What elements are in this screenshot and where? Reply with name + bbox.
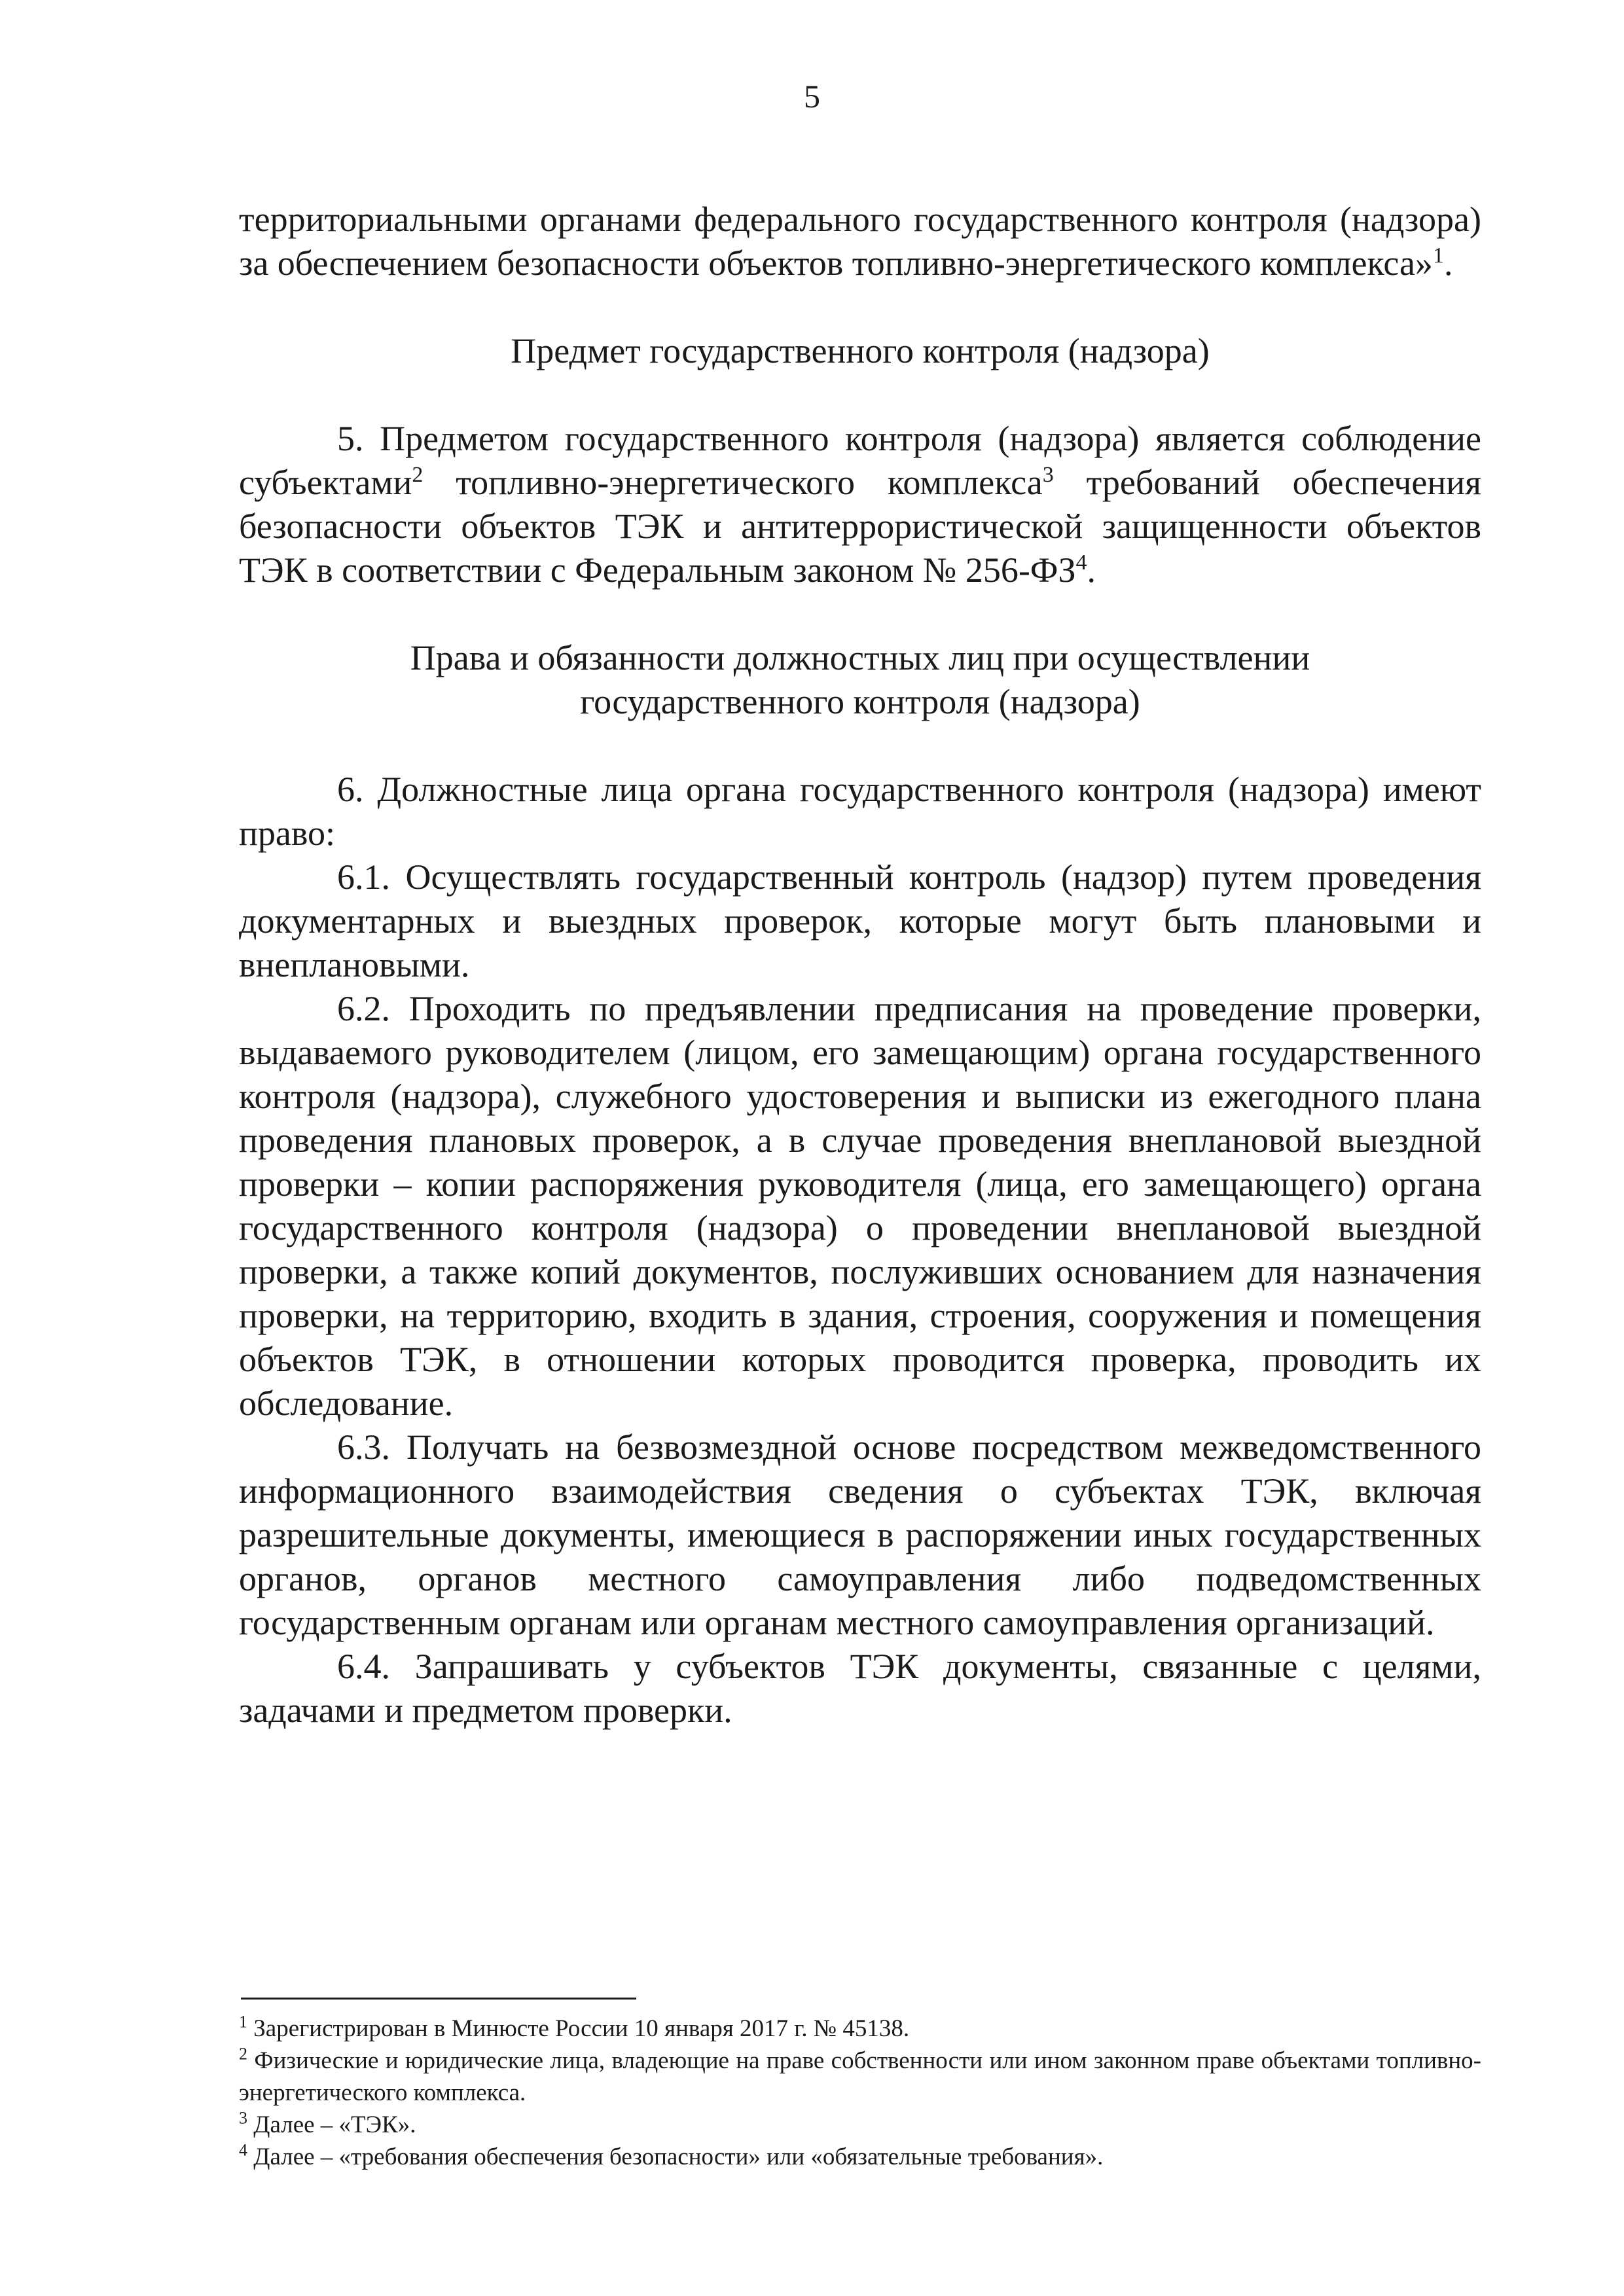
paragraph-6-4: 6.4. Запрашивать у субъектов ТЭК документы, связанные с целями, задачами и предметом проверки. <box>239 1647 1481 1730</box>
footnote-number: 4 <box>239 2140 247 2160</box>
paragraph-5: 5. Предметом государственного контроля (надзора) является соблюдение субъектами$^2$ топливно-энергетического комплекса$^3$ требований обеспечения безопасности объектов ТЭК и антитеррористической защищенности объектов ТЭК в соответствии с Федеральным законом № $256-ФЗ^4$. <box>239 419 1481 590</box>
footnote-number: 1 <box>239 2012 247 2032</box>
footnote-ref-2[interactable]: 2 <box>412 463 424 487</box>
paragraph-6: 6. Должностные лица органа государственного контроля (надзора) имеют право: <box>239 770 1481 853</box>
footnotes <box>239 2013 1481 2173</box>
footnote <box>239 2141 1481 2173</box>
paragraph-6-3: 6.3. Получать на безвозмездной основе посредством межведомственного информационного взаимодействия сведения о субъектах ТЭК, включая разрешительные документы, имеющиеся в распоряжении иных государственных органов, органов местного самоуправления либо подведомственных государственным органам или органам местного самоуправления организаций. <box>239 1427 1481 1642</box>
paragraph-6-2: 6.2. Проходить по предъявлении предписания на проведение проверки, выдаваемого руководителем (лицом, его замещающим) органа государственного контроля (надзора), служебного удостоверения и выписки из ежегодного плана проведения плановых проверок, а в случае проведения внеплановой выездной проверки – копии распоряжения руководителя (лица, его замещающего) органа государственного контроля (надзора) о проведении внеплановой выездной проверки, а также копий документов, послуживших основанием для назначения проверки, на территорию, входить в здания, строения, сооружения и помещения объектов ТЭК, в отношении которых проводится проверка, проводить их обследование. <box>239 989 1481 1423</box>
footnote-ref-1[interactable]: 1 <box>1432 243 1444 268</box>
footnote <box>239 2045 1481 2109</box>
footnote-ref-4[interactable]: 4 <box>1075 550 1087 575</box>
footnote-separator <box>241 1998 636 2000</box>
footnote-text: Далее – «требования обеспечения безопасности» или «обязательные требования». <box>253 2144 1104 2170</box>
footnote <box>239 2109 1481 2141</box>
page-number: 5 <box>804 78 820 115</box>
continuation-text: территориальными органами федерального государственного контроля (надзора) за обеспечением безопасности объектов топливно-энергетического комплекса» <box>239 200 1481 283</box>
section-heading-subject: Предмет государственного контроля (надзора) <box>511 331 1210 370</box>
section-heading-rights-line1: Права и обязанности должностных лиц при осуществлении <box>410 638 1310 677</box>
footnote-text: Далее – «ТЭК». <box>253 2111 416 2138</box>
section-heading-rights-line2: государственного контроля (надзора) <box>580 682 1140 721</box>
footnote-number: 3 <box>239 2108 247 2128</box>
footnote <box>239 2013 1481 2045</box>
paragraph-6-1: 6.1. Осуществлять государственный контроль (надзор) путем проведения документарных и выездных проверок, которые могут быть плановыми и внеплановыми. <box>239 857 1481 984</box>
footnote-ref-3[interactable]: 3 <box>1042 463 1054 487</box>
footnote-number: 2 <box>239 2044 247 2064</box>
footnote-text: Физические и юридические лица, владеющие на праве собственности или ином законном праве объектами топливно-энергетического комплекса. <box>239 2047 1481 2106</box>
continuation-paragraph: территориальными органами федерального государственного контроля (надзора) за обеспечением безопасности объектов топливно-энергетического комплекса»$^1$. <box>239 200 1481 283</box>
document-body <box>239 198 1481 1732</box>
footnote-text: Зарегистрирован в Минюсте России 10 января 2017 г. № 45138. <box>253 2015 910 2042</box>
